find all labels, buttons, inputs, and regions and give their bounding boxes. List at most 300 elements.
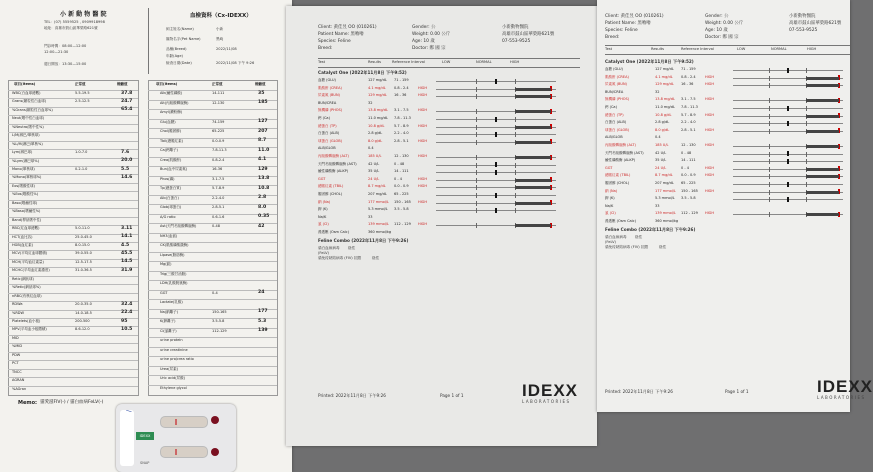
range-tick-low [476, 201, 477, 206]
result-reference: 0 - 4 [394, 176, 402, 181]
table-row-item: Ca(鈣離子) [160, 148, 178, 152]
row-divider [148, 347, 277, 348]
table-row-normal: 150-165 [212, 309, 227, 314]
table-row-item: %Eos(嗜酸性%) [12, 192, 39, 197]
table-header-item: 項目(Items) [156, 82, 178, 86]
row-divider [8, 377, 138, 378]
result-value: 32 [368, 100, 373, 105]
result-reference: 0 - 48 [394, 161, 405, 166]
result-excess-bar [515, 110, 551, 113]
table-row-value: 22.4 [121, 310, 133, 316]
result-marker [495, 170, 497, 175]
range-tick-high [515, 163, 516, 168]
breed-line: Breed: [318, 46, 333, 51]
col-reference: Reference Interval [681, 47, 715, 51]
range-tick-low [476, 140, 477, 145]
result-reference: 12 - 130 [681, 143, 696, 147]
info-breed-label: 品種(Breed) [166, 47, 187, 51]
result-excess-bar [806, 84, 839, 87]
result-test: 滲透壓 (Osm Calc) [605, 219, 636, 223]
table-row-value: 4.1 [258, 157, 267, 162]
result-flag: HIGH [418, 176, 428, 181]
result-test: 天門冬胺酸轉胺酶 (AST) [605, 150, 644, 155]
table-row-item: nRBC(有核紅血球) [12, 293, 42, 298]
range-tick-low [769, 121, 770, 126]
combo-felv: 貓白血病病毒 [318, 246, 340, 250]
result-flag: HIGH [705, 97, 715, 102]
table-row-value: 13.8 [258, 176, 270, 181]
table-row-normal: 5.0-11.0 [75, 226, 90, 231]
row-divider [8, 386, 138, 387]
col-low: LOW [442, 60, 451, 64]
result-reference: 16 - 36 [394, 93, 407, 98]
table-row-value: 129 [258, 166, 268, 172]
result-value: 8.0 g/dL [368, 138, 383, 143]
range-tick-low [769, 83, 770, 88]
result-value: 2.8 g/dL [368, 131, 383, 136]
table-row-item: Baso(嗜鹼性球) [12, 200, 38, 205]
range-tick-low [476, 117, 477, 122]
result-reference: 71 - 159 [394, 78, 409, 82]
table-row-item: urine pro/crea ratio [160, 357, 194, 361]
table-row-item: %Retic(網狀球%) [12, 285, 41, 290]
result-value: 360 mmol/kg [368, 230, 392, 234]
result-test: 天門冬胺酸轉胺酶 (AST) [318, 161, 357, 166]
info-age-label: 年齡(Age) [166, 54, 183, 58]
combo-fiv: 貓免疫缺陷病毒 (FIV) 抗體 [318, 256, 362, 260]
table-row-item: Lipase(脂肪酶) [160, 252, 185, 257]
range-tick-low [476, 155, 477, 160]
col-reference: Reference Interval [392, 60, 426, 64]
range-tick-high [806, 121, 807, 126]
result-flag: HIGH [418, 108, 428, 113]
table-row-item: Urea(尿素) [160, 366, 178, 371]
table-row-item: %Grans(顆粒性白血球%) [12, 107, 53, 112]
result-flag: HIGH [705, 74, 715, 79]
result-reference: 65 - 225 [394, 192, 409, 196]
table-row-item: %Neutro(嗜中性%) [12, 124, 44, 129]
table-row-normal: 200-500 [75, 319, 90, 323]
result-value: 24 U/L [655, 165, 667, 170]
table-header-normal: 正常值 [212, 82, 223, 86]
table-row-item: PDW [12, 352, 21, 357]
table-row-value: 8.0 [258, 204, 267, 210]
result-test: BUN/CREA [605, 89, 624, 94]
row-divider [148, 271, 277, 272]
result-value: 0.4 [655, 135, 661, 140]
result-marker [495, 208, 497, 213]
result-excess-bar [806, 191, 839, 194]
result-marker [495, 79, 497, 84]
result-test: 丙胺酸轉胺酶 (ALT) [605, 143, 636, 147]
hospital-name: 小新動物醫院 [502, 25, 529, 30]
table-row-normal: 20.0-35.0 [75, 302, 92, 307]
table-row-item: Band(桿狀嗜中性) [12, 217, 42, 222]
result-value: 360 mmol/kg [655, 219, 679, 223]
result-test: 鉀 (K) [605, 196, 615, 201]
col-results: Results [368, 60, 381, 64]
result-test: 肌酸酐 (CREA) [318, 85, 342, 90]
idexx-report-sheet-copy [597, 0, 873, 412]
result-test: 尿素氮 (BUN) [605, 82, 627, 87]
result-reference: 12 - 130 [394, 154, 409, 158]
result-excess-bar [806, 115, 839, 118]
range-tick-low [769, 76, 770, 81]
table-row-item: K(鉀離子) [160, 319, 176, 323]
gender-line: Gender: 公 [412, 25, 436, 30]
table-row-item: WBC(白血球總數) [12, 91, 41, 95]
result-flag: HIGH [705, 112, 715, 117]
section-catalyst: Catalyst One (2022年11月8日 下午9:52) [605, 59, 694, 64]
combo-fiv: 貓免疫缺陷病毒 (FIV) 抗體 [605, 245, 649, 249]
result-reference: 0 - 48 [681, 150, 692, 155]
clinic-hours-2: 12:00—21:30 [44, 50, 69, 54]
result-value: 11.0 mg/dL [655, 105, 675, 109]
range-tick-low [476, 178, 477, 183]
result-flag: HIGH [418, 138, 428, 143]
range-tick-low [769, 152, 770, 157]
kit-well-top [211, 416, 219, 424]
result-test: 丙胺酸轉胺酶 (ALT) [318, 154, 349, 158]
range-tick-low [769, 129, 770, 134]
table-row-value: 5.3 [258, 318, 267, 324]
table-row-item: MPV(平均血小板體積) [12, 327, 47, 332]
table-row-value: 10.5 [121, 326, 133, 332]
result-reference: 7.8 - 11.3 [394, 116, 411, 120]
table-row-value: 207 [258, 128, 268, 134]
result-reference: 3.5 - 5.8 [681, 196, 696, 201]
col-test: Test [318, 60, 326, 64]
range-tick-low [476, 208, 477, 213]
result-flag: HIGH [418, 184, 428, 189]
weight-line: Weight: 0.00 公斤 [705, 21, 744, 26]
result-flag: HIGH [705, 165, 715, 170]
result-value: 42 U/L [368, 161, 380, 166]
result-value: 33 [368, 214, 373, 219]
table-row-value: 5.5 [121, 166, 130, 172]
table-row-item: %MID [12, 344, 23, 349]
range-tick-low [769, 212, 770, 217]
report-title: 血檢資料（Cx-IDEXX） [190, 13, 252, 19]
result-value: 32 [655, 89, 660, 94]
table-row-value: 3.11 [121, 225, 133, 231]
result-reference: 5.7 - 8.9 [394, 123, 409, 128]
table-row-value: 4.5 [121, 242, 130, 248]
idexx-report-sheet [286, 6, 597, 446]
table-row-value: 95 [121, 318, 128, 324]
col-results: Results [651, 47, 664, 51]
result-reference: 3.1 - 7.5 [681, 97, 696, 102]
table-row-normal: 16-36 [212, 167, 223, 171]
table-row-item: HCT(血比容) [12, 234, 33, 239]
result-test: 肌酸酐 (CREA) [605, 74, 629, 79]
table-row-item: MID [12, 335, 19, 340]
result-test: 鹼性磷酸酶 (ALKP) [605, 158, 636, 163]
combo-felv-abbr: (FeLV) [318, 251, 329, 255]
range-tick-low [476, 223, 477, 228]
result-value: 139 mmol/L [655, 211, 676, 216]
table-row-value: 65.4 [121, 107, 133, 113]
section-feline-combo: Feline Combo (2022年11月8日 下午9:26) [605, 227, 696, 232]
clinic-tel: TEL：(07) 5559525 , 0909918998 [44, 20, 105, 24]
result-test: 膽固醇 (CHOL) [605, 181, 630, 185]
species-line: Species: Feline [605, 28, 638, 33]
table-row-item: L/M(淋巴/單核球) [12, 133, 40, 138]
table-row-item: Uric acid(尿酸) [160, 376, 186, 380]
doctor-line: Doctor: 鄭 國 宗 [412, 46, 446, 51]
result-reference: 2.8 - 5.1 [394, 138, 409, 143]
table-row-normal: 14.0-18.5 [75, 310, 92, 315]
result-test: 球蛋白 (GLOB) [605, 127, 630, 132]
result-value: 10.8 g/dL [655, 112, 672, 117]
row-divider [8, 158, 138, 159]
info-breed-value: 2022/11/08 [216, 47, 237, 51]
result-excess-bar [515, 126, 551, 129]
doctor-line: Doctor: 鄭 國 宗 [705, 35, 739, 40]
table-row-item: Mg(鎂) [160, 262, 172, 266]
result-reference: 16 - 36 [681, 82, 694, 87]
hospital-tel: 07-553-9525 [502, 39, 531, 44]
range-tick-low [476, 170, 477, 175]
table-row-value: 14.5 [121, 259, 133, 265]
info-date-label: 檢查日期(Date) [166, 61, 192, 65]
result-flag: HIGH [418, 154, 428, 158]
result-test: BUN/CREA [318, 100, 337, 105]
table-row-normal: 2.2-4.0 [212, 195, 225, 200]
clinic-address: 地址：高雄市鼓山區華榮路621號 [44, 26, 98, 30]
result-reference: 0.0 - 0.9 [681, 173, 696, 178]
table-row-normal: 39.0-55.0 [75, 251, 92, 256]
col-normal: NORMAL [771, 47, 787, 51]
kit-window-top [160, 416, 208, 428]
result-value: 127 mg/dL [655, 67, 674, 71]
table-row-normal: 2.5-12.5 [75, 99, 90, 104]
result-excess-bar [806, 168, 839, 171]
range-tick-low [769, 159, 770, 164]
result-excess-bar [806, 213, 839, 216]
table-row-item: RBC(紅血球總數) [12, 226, 40, 231]
table-row-normal: 0-48 [212, 224, 220, 228]
info-date-value: 2022/11/08 下午 9:26 [216, 61, 255, 65]
combo-fiv-result: 陰性 [372, 256, 380, 260]
table-row-normal: 12.5-17.5 [75, 259, 92, 264]
table-row-item: MCHC(平均血紅素濃度) [12, 268, 50, 273]
row-divider [148, 366, 277, 367]
result-excess-bar [515, 95, 551, 98]
result-value: 207 mg/dL [655, 181, 674, 185]
table-row-normal: 8.6-12.0 [75, 327, 90, 332]
result-test: 膽固醇 (CHOL) [318, 192, 343, 196]
result-value: 207 mg/dL [368, 192, 387, 196]
result-test: 鈉 (Na) [318, 199, 331, 204]
table-header-value: 檢驗值 [117, 82, 128, 86]
result-excess-bar [515, 156, 551, 159]
table-row-item: PCT [12, 361, 19, 366]
age-line: Age: 10 歲 [705, 28, 728, 33]
col-normal: NORMAL [476, 60, 492, 64]
result-test: 無機磷 (PHOS) [318, 108, 343, 113]
result-excess-bar [515, 179, 551, 182]
result-marker [787, 159, 789, 164]
result-test: Na/K [318, 214, 327, 219]
result-test: Na/K [605, 203, 614, 208]
clinic-sunday-hours: 週日開放：13:30—15:00 [44, 62, 87, 66]
table-row-normal: 0.0-0.9 [212, 138, 225, 143]
result-value: 139 mmol/L [368, 222, 389, 227]
combo-felv-abbr: (FeLV) [605, 240, 616, 244]
result-test: 白蛋白 (ALB) [605, 120, 627, 125]
row-divider [8, 335, 138, 336]
table-row-item: Platelets(血小板) [12, 319, 41, 323]
result-test: 滲透壓 (Osm Calc) [318, 230, 349, 234]
table-row-value: 24 [258, 290, 265, 295]
range-tick-low [769, 114, 770, 119]
table-row-value: 139 [258, 328, 268, 333]
table-row-item: %Baso(嗜鹼性%) [12, 209, 41, 214]
table-row-normal: 3.1-7.5 [212, 176, 225, 181]
row-divider [8, 369, 138, 370]
blood-report-sheet [0, 0, 292, 472]
table-row-item: Grans(顆粒性白血球) [12, 99, 47, 104]
table-row-normal: 0-4 [212, 290, 218, 295]
combo-felv: 貓白血病病毒 [605, 235, 627, 239]
combo-fiv-result: 陰性 [659, 245, 667, 249]
age-line: Age: 10 歲 [412, 39, 435, 44]
range-tick-low [476, 185, 477, 190]
result-reference: 65 - 225 [681, 181, 696, 185]
patient-line: Patient Name: 黑嚕嚕 [318, 32, 364, 37]
result-flag: HIGH [705, 188, 715, 193]
clinic-hours: 門診時間：08:00—12:00 [44, 44, 87, 48]
result-excess-bar [515, 141, 551, 144]
page-number: Page 1 of 1 [440, 393, 464, 398]
table-row-value: 7.6 [121, 149, 130, 155]
table-row-value: 2.8 [258, 195, 267, 200]
result-reference: 3.1 - 7.5 [394, 108, 409, 113]
result-reference: 7.8 - 11.3 [681, 105, 698, 109]
table-row-item: Neut(嗜中性白血球) [12, 116, 45, 121]
result-reference: 2.2 - 4.0 [681, 120, 696, 125]
table-row-value: 127 [258, 119, 268, 124]
result-value: 185 U/L [655, 143, 669, 147]
printed-date: Printed: 2022年11月8日 下午9:26 [605, 389, 673, 394]
result-value: 5.3 mmol/L [368, 207, 388, 212]
memo-text: 貓愛滋FIV(-) / 貓白血病FeLV(-) [40, 400, 104, 405]
table-row-item: Retic(網狀球) [12, 276, 34, 281]
memo-label: Memo: [18, 400, 38, 406]
table-row-normal: 2.8-5.1 [212, 205, 225, 209]
table-row-item: RDWa [12, 302, 23, 307]
kit-label: SNAP [140, 461, 150, 465]
table-row-value: 10.8 [258, 185, 270, 191]
result-test: 白蛋白 (ALB) [318, 131, 340, 136]
range-tick-high [806, 106, 807, 111]
table-row-normal: 65-225 [212, 129, 225, 133]
row-divider [8, 360, 138, 361]
range-tick-high [806, 159, 807, 164]
table-row-item: %AGran [12, 386, 27, 391]
result-reference: 0.8 - 2.4 [394, 85, 409, 90]
kit-tag: IDEXX [136, 432, 154, 440]
result-excess-bar [515, 88, 551, 91]
table-row-item: Bun(血中尿素氮) [160, 167, 188, 171]
result-flag: HIGH [705, 173, 715, 178]
table-row-value: 32.4 [121, 301, 133, 307]
result-test: 總膽紅素 (TBIL) [605, 173, 631, 178]
result-test: 氯 (Cl) [318, 222, 329, 227]
table-row-value: 185 [258, 100, 268, 105]
range-tick-high [515, 208, 516, 213]
printed-date: Printed: 2022年11月8日 下午9:26 [318, 393, 386, 398]
range-tick-low [476, 79, 477, 84]
result-reference: 14 - 111 [394, 169, 409, 174]
table-row-item: %Mono(單核球%) [12, 175, 42, 180]
result-flag: HIGH [705, 143, 715, 147]
result-marker [495, 193, 497, 198]
breed-line: Breed: [605, 35, 620, 40]
client-line: Client: 黃佳昱 OO (010261) [318, 25, 377, 30]
result-test: 總膽紅素 (TBIL) [318, 184, 344, 189]
idexx-logo: IDEXX [522, 381, 579, 400]
table-row-value: 20.0 [121, 158, 133, 164]
table-row-item: Glu(血糖) [160, 119, 176, 124]
result-test: 血糖 (GLU) [605, 67, 623, 71]
result-excess-bar [515, 224, 551, 227]
result-test: 鈣 (Ca) [318, 116, 330, 120]
combo-felv-result: 陰性 [635, 235, 643, 239]
patient-line: Patient Name: 黑嚕嚕 [605, 21, 651, 26]
table-row-value: 14.1 [121, 234, 133, 240]
table-row-item: %Lym(淋巴球%) [12, 158, 39, 163]
result-value: 2.8 g/dL [655, 120, 670, 125]
result-flag: HIGH [418, 199, 428, 204]
range-tick-low [769, 167, 770, 172]
result-excess-bar [806, 77, 839, 80]
table-row-item: CK(肌酸磷酸激酶) [160, 243, 189, 247]
handwritten-note: / [125, 410, 132, 413]
table-row-item: NH3(血氨) [160, 233, 178, 238]
table-row-value: 24.7 [121, 98, 133, 104]
result-excess-bar [806, 145, 839, 148]
range-tick-low [769, 190, 770, 195]
result-marker [495, 162, 497, 167]
result-test: 球蛋白 (GLOB) [318, 138, 343, 143]
idexx-logo-sub: LABORATORIES [522, 399, 571, 404]
result-marker [787, 121, 789, 126]
result-value: 4.1 mg/dL [368, 85, 386, 90]
result-flag: HIGH [705, 211, 715, 216]
result-flag: HIGH [418, 222, 428, 227]
range-tick-high [806, 197, 807, 202]
range-tick-high [515, 193, 516, 198]
hospital-address: 高雄市鼓山區華榮路621號 [789, 21, 842, 26]
table-row-item: Trig(三酸甘油脂) [160, 271, 187, 276]
table-row-normal: 0.6-1.6 [212, 214, 225, 219]
table-row-normal: 8.0-15.0 [75, 243, 90, 247]
table-row-item: Ast(天門冬胺酸轉胺酶) [160, 224, 197, 228]
table-row-normal: 25.0-45.0 [75, 234, 92, 239]
result-marker [787, 182, 789, 187]
range-tick-high [515, 79, 516, 84]
row-divider [8, 310, 138, 311]
table-row-value: 37.8 [121, 90, 133, 96]
kit-well-bottom [211, 448, 219, 456]
hospital-tel: 07-553-9525 [789, 28, 818, 33]
snap-test-kit [116, 404, 236, 472]
table-header-value: 檢驗值 [255, 82, 266, 86]
result-flag: HIGH [705, 127, 715, 132]
result-reference: 2.2 - 4.0 [394, 131, 409, 136]
